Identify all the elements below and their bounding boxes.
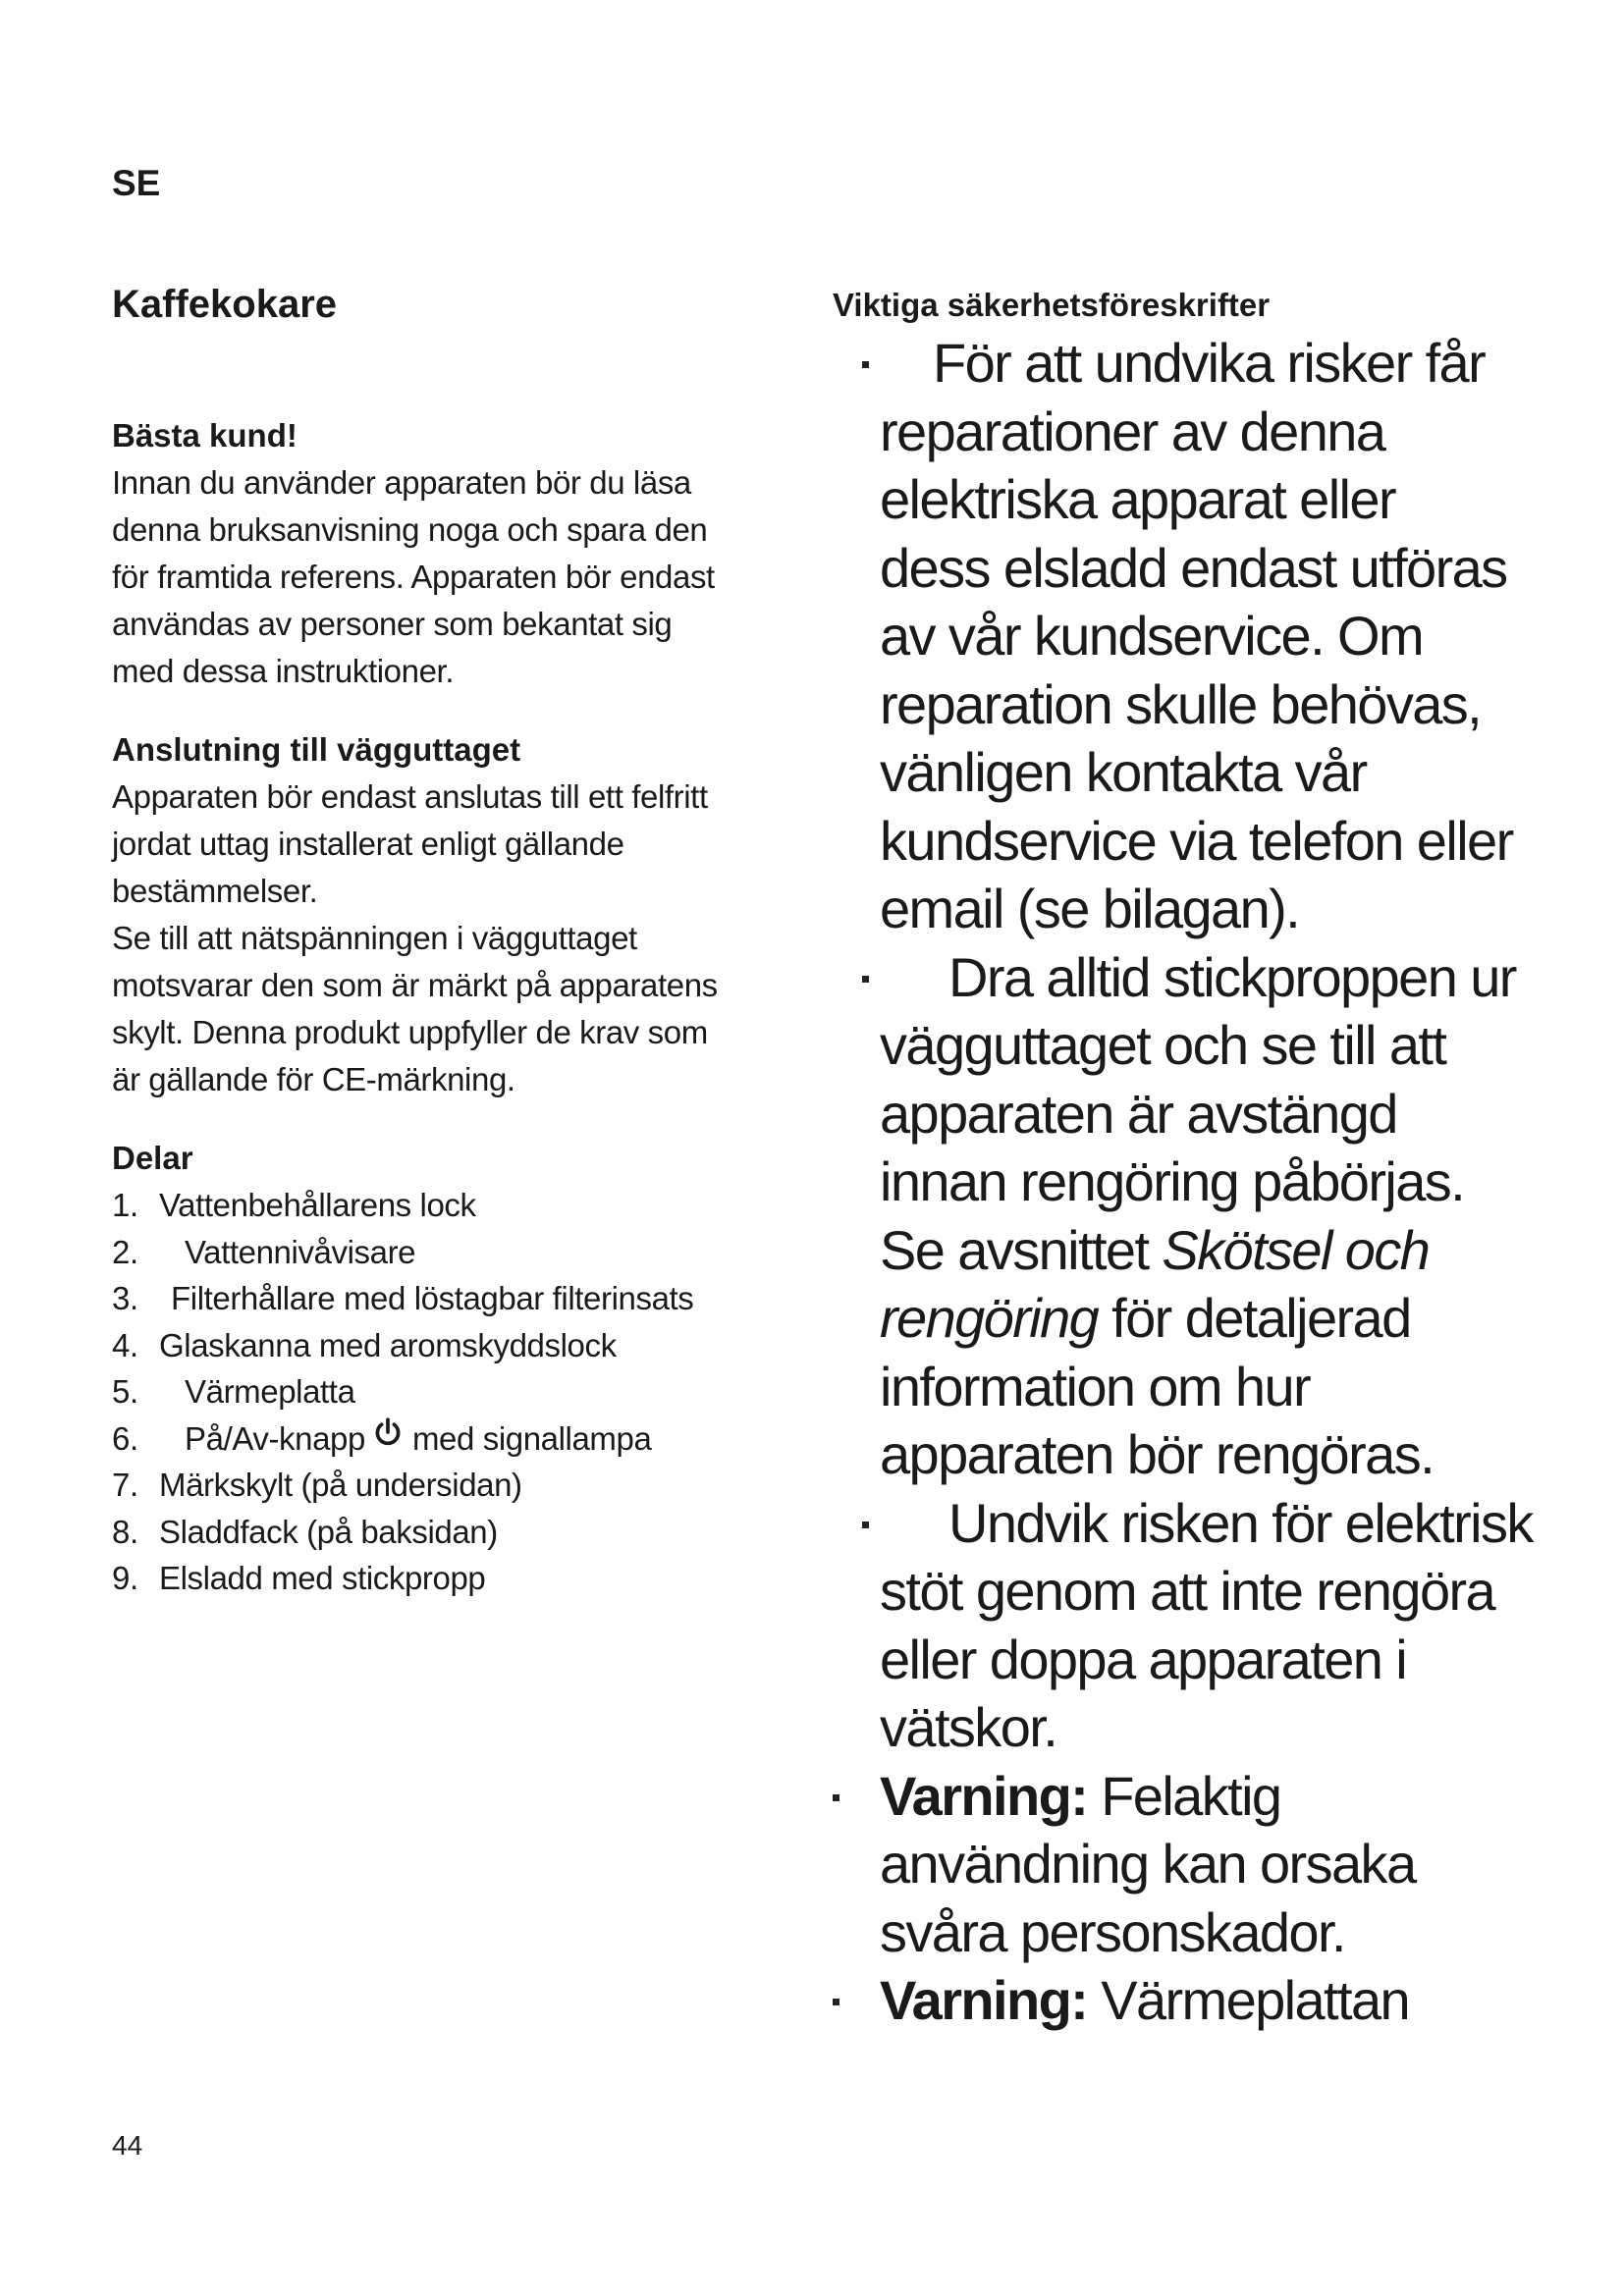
page-number: 44 [112,2130,143,2161]
item-text: Märkskylt (på undersidan) [159,1467,522,1503]
item-number: 8. [112,1513,138,1550]
bullet-icon [833,1999,839,2005]
left-column [112,277,819,1602]
bullet-line: eller doppa apparaten i [880,1628,1407,1690]
dear-customer-heading: Bästa kund! [112,417,298,454]
bullet-italic: rengöring [880,1287,1099,1349]
bullet-line: information om hur [880,1355,1311,1417]
connection-heading: Anslutning till vägguttaget [112,731,521,768]
dear-customer-line: denna bruksanvisning noga och spara den [112,511,708,548]
bullet-line: användning kan orsaka [880,1833,1416,1895]
item-text: Sladdfack (på baksidan) [159,1513,498,1550]
dear-customer-line: för framtida referens. Apparaten bör endast [112,559,715,595]
connection-line: Se till att nätspänningen i vägguttaget [112,920,637,956]
bullet-line: Se avsnittet [880,1218,1163,1281]
bullet-line: vänligen kontakta vår [880,741,1367,803]
bullet-line: apparaten är avstängd [880,1082,1397,1145]
bullet-line: av vår kundservice. Om [880,605,1423,667]
bullet-line: För att undvika risker får [933,332,1486,394]
parts-item [112,1322,819,1369]
item-text: Filterhållare med löstagbar filterinsats [171,1280,694,1316]
bullet-line: Dra alltid stickproppen ur [948,945,1516,1008]
connection-line: skylt. Denna produkt uppfyller de krav som [112,1014,708,1050]
parts-heading: Delar [112,1140,193,1176]
connection-line: bestämmelser. [112,873,318,909]
safety-heading: Viktiga säkerhetsföreskrifter [833,287,1271,323]
item-number: 1. [112,1187,138,1223]
bullet-line: Värmeplattan [1087,1969,1410,2031]
item-text: Vattenbehållarens lock [159,1187,476,1223]
dear-customer-line: Innan du använder apparaten bör du läsa [112,464,691,501]
item-text: Elsladd med stickpropp [159,1560,486,1596]
bullet-icon [862,361,869,368]
safety-item [833,329,1549,943]
parts-item [112,1182,819,1229]
connection-section [112,726,819,1103]
bullet-line: Felaktig [1087,1764,1281,1827]
dear-customer-section [112,412,819,695]
safety-item [833,1762,1549,1967]
dear-customer-line: med dessa instruktioner. [112,653,455,689]
parts-item [112,1462,819,1509]
connection-line: motsvarar den som är märkt på apparatens [112,967,718,1003]
dear-customer-line: användas av personer som bekantat sig [112,606,673,642]
bullet-line: innan rengöring påbörjas. [880,1150,1465,1212]
bullet-line: vätskor. [880,1696,1057,1758]
bullet-line: reparationer av denna [880,400,1385,462]
connection-line: jordat uttag installerat enligt gällande [112,826,624,862]
parts-item [112,1555,819,1602]
parts-item [112,1368,819,1415]
document-title: Kaffekokare [112,283,338,326]
right-column [833,282,1549,2035]
bullet-line: apparaten bör rengöras. [880,1423,1435,1485]
bullet-line: vägguttaget och se till att [880,1014,1446,1076]
item-text: Värmeplatta [185,1373,355,1410]
safety-list [833,329,1549,2035]
safety-item [833,943,1549,1489]
item-text: Glaskanna med aromskyddslock [159,1326,617,1363]
parts-list [112,1182,819,1602]
warning-label: Varning: [880,1764,1088,1827]
item-number: 6. [112,1419,138,1457]
parts-item [112,1415,819,1463]
bullet-line: svåra personskador. [880,1900,1345,1963]
safety-item [833,1489,1549,1762]
safety-item [833,1966,1549,2035]
item-text: Vattennivåvisare [185,1233,416,1270]
item-number: 4. [112,1326,138,1363]
bullet-line: kundservice via telefon eller [880,809,1513,872]
item-number: 5. [112,1373,138,1410]
warning-label: Varning: [880,1969,1088,2031]
bullet-line: reparation skulle behövas, [880,672,1482,735]
item-text: På/Av-knapp [185,1419,365,1457]
item-number: 3. [112,1280,138,1316]
language-code: SE [112,163,161,203]
parts-item [112,1275,819,1322]
bullet-line: för detaljerad [1098,1287,1411,1349]
power-icon [371,1415,405,1449]
item-text-after: med signallampa [411,1419,652,1457]
bullet-line: email (se bilagan). [880,878,1300,939]
bullet-icon [862,976,869,983]
parts-item [112,1509,819,1556]
bullet-icon [833,1794,839,1801]
bullet-line: elektriska apparat eller [880,468,1395,530]
connection-line: är gällande för CE-märkning. [112,1061,515,1097]
parts-item [112,1229,819,1276]
item-number: 9. [112,1560,138,1596]
bullet-italic: Skötsel och [1162,1218,1430,1281]
bullet-line: dess elsladd endast utföras [880,536,1507,599]
connection-line: Apparaten bör endast anslutas till ett felfritt [112,778,708,815]
item-number: 2. [112,1233,138,1270]
parts-section [112,1135,819,1602]
item-number: 7. [112,1467,138,1503]
bullet-line: stöt genom att inte rengöra [880,1560,1495,1622]
bullet-line: Undvik risken för elektrisk [948,1491,1533,1554]
bullet-icon [862,1522,869,1528]
